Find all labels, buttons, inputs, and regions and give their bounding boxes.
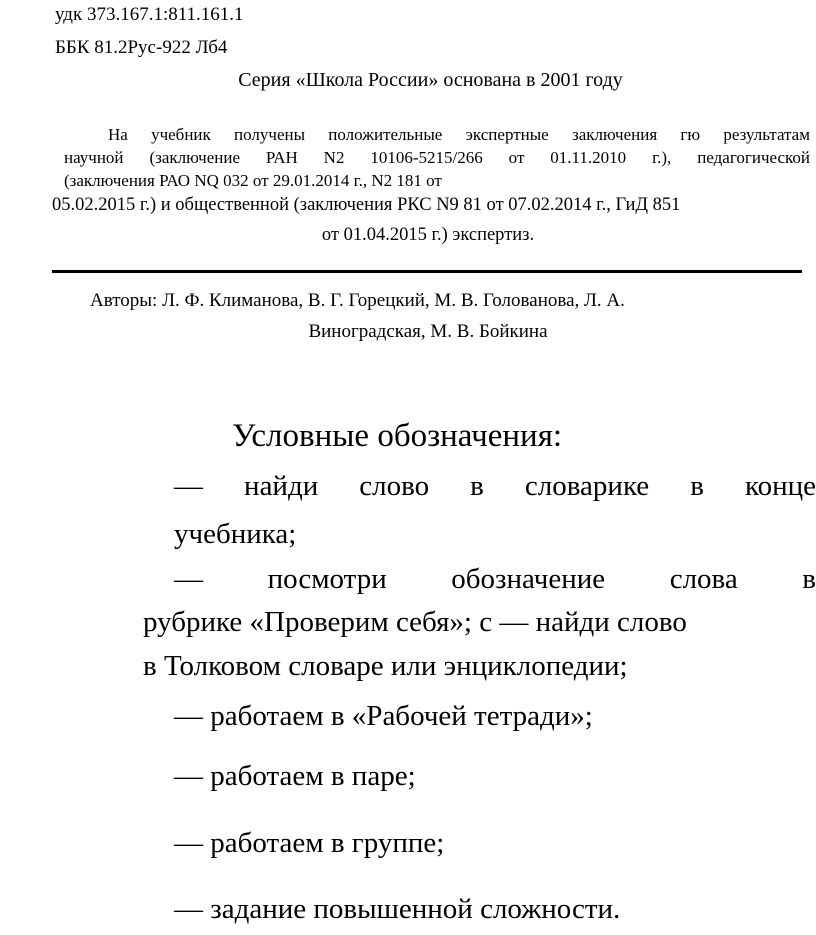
legend-item-pair-work: — работаем в паре;: [174, 760, 416, 792]
authors-line-1: Авторы: Л. Ф. Климанова, В. Г. Горецкий, М. В. Голованова, Л. А.: [90, 290, 625, 311]
expertise-line-3: (заключения РАО NQ 032 от 29.01.2014 г., N2 181 от: [64, 171, 442, 190]
expertise-line-2: научной (заключение РАН N2 10106-5215/266 от 01.11.2010 г.), педагогической: [64, 148, 810, 167]
legend-item-check-yourself: — посмотри обозначение слова в: [174, 563, 816, 595]
legend-title: Условные обозначения:: [232, 418, 563, 454]
legend-item-advanced-task: — задание повышенной сложности.: [174, 893, 621, 925]
udk-code: удк 373.167.1:811.161.1: [55, 4, 244, 25]
legend-item-encyclopedia: в Толковом словаре или энциклопедии;: [143, 650, 628, 682]
expertise-line-4: 05.02.2015 г.) и общественной (заключения РКС N9 81 от 07.02.2014 г., ГиД 851: [52, 195, 681, 215]
legend-item-group-work: — работаем в группе;: [174, 827, 445, 859]
bbk-code: ББК 81.2Рус-922 Лб4: [55, 37, 228, 58]
legend-item-dictionary: — найди слово в словарике в конце: [174, 470, 816, 502]
expertise-line-5: от 01.04.2015 г.) экспертиз.: [321, 225, 535, 245]
legend-item-workbook: — работаем в «Рабочей тетради»;: [174, 700, 593, 732]
expertise-line-1: На учебник получены положительные экспертные заключения гю результатам: [108, 125, 810, 144]
legend-item-check-yourself-cont: рубрике «Проверим себя»; с — найди слово: [143, 606, 687, 638]
authors-line-2: Виноградская, М. В. Бойкина: [308, 321, 548, 342]
legend-item-dictionary-cont: учебника;: [174, 518, 297, 550]
series-statement: Серия «Школа России» основана в 2001 году: [238, 69, 623, 91]
horizontal-divider: [52, 270, 802, 273]
